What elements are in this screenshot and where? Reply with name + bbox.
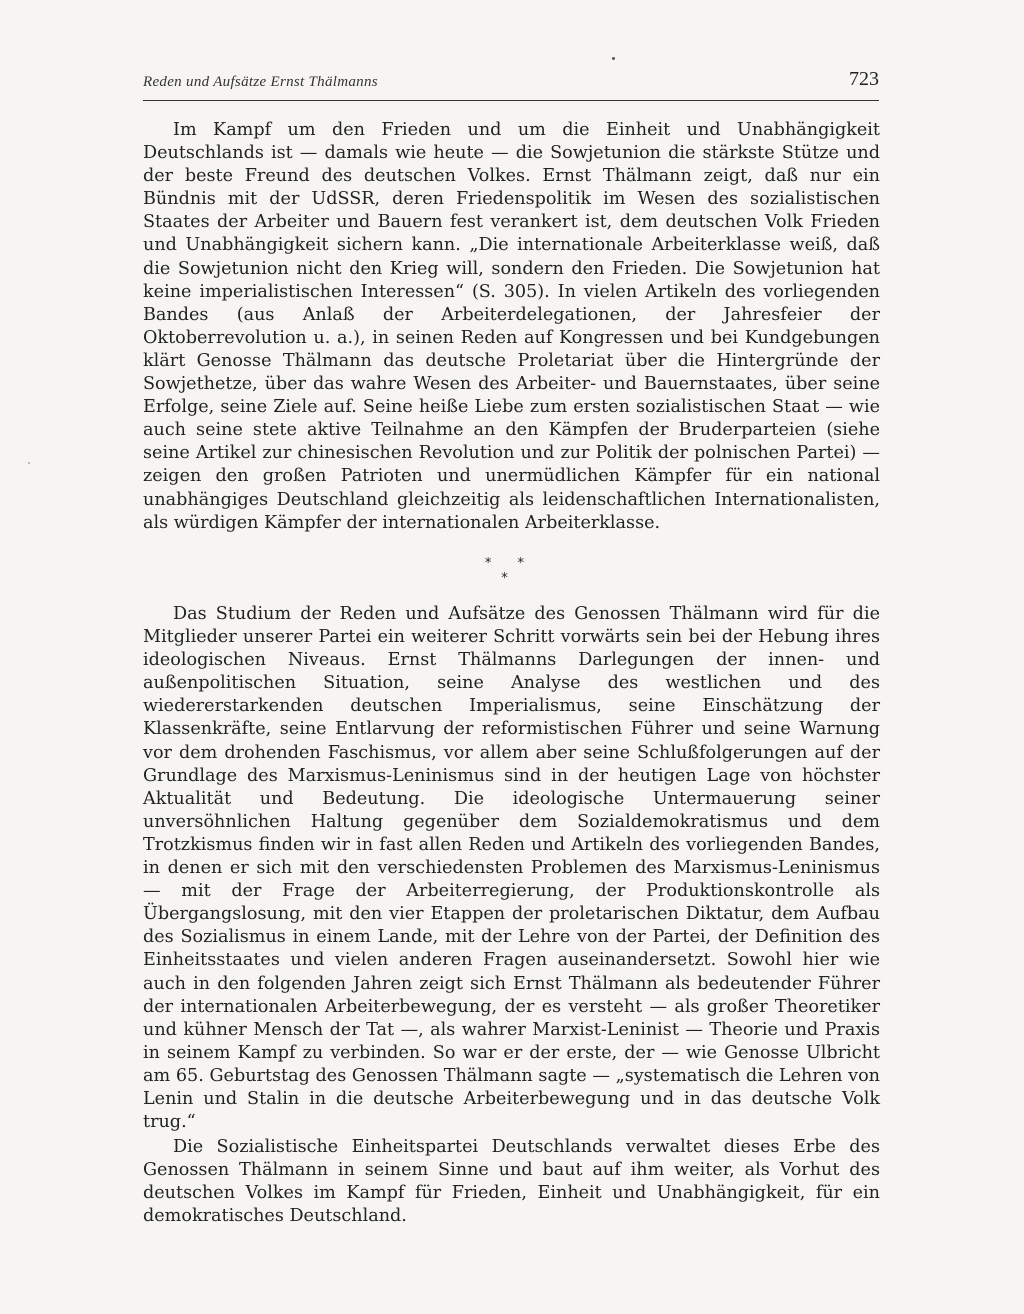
page-number: 723 [849,68,879,90]
body-paragraph-1: Im Kampf um den Frieden und um die Einheit und Unabhängigkeit Deutschlands ist — damals wie heute — die Sowjetunion die stärkste Stütze und der beste Freund des deutschen Volkes. Ernst Thälmann zeigt, daß nur ein Bündnis mit der UdSSR, deren Friedenspolitik im Wesen des sozialistischen Staates der Arbeiter und Bauern fest verankert ist, dem deutschen Volk Frieden und Unabhängigkeit sichern kann. „Die internationale Arbeiterklasse weiß, daß die Sowjetunion nicht den Krieg will, sondern den Frieden. Die Sowjetunion hat keine imperialistischen Interessen“ (S. 305). In vielen Artikeln des vorliegenden Bandes (aus Anlaß der Arbeiterdelegationen, der Jahresfeier der Oktoberrevolution u. a.), in seinen Reden auf Kongressen und bei Kundgebungen klärt Genosse Thälmann das deutsche Proletariat über die Hintergründe der Sowjethetze, über das wahre Wesen des Arbeiter- und Bauernstaates, über seine Erfolge, seine Ziele auf. Seine heiße Liebe zum ersten sozialistischen Staat — wie auch seine stete aktive Teilnahme an den Kämpfen der Bruderparteien (siehe seine Artikel zur chinesischen Revolution und zur Politik der polnischen Partei) — zeigen den großen Patrioten und unermüdlichen Kämpfer für ein national unabhängiges Deutschland gleichzeitig als leidenschaftlichen Internationalisten, als würdigen Kämpfer der internationalen Arbeiterklasse. [143,120,880,533]
section-separator: * * * [484,556,536,586]
scan-speck [28,462,30,464]
body-paragraph-2: Das Studium der Reden und Aufsätze des Genossen Thälmann wird für die Mitglieder unserer Partei ein weiterer Schritt vorwärts sein bei der Hebung ihres ideologischen Niveaus. Ernst Thälmanns Darlegungen der innen- und außenpolitischen Situation, seine Analyse des westlichen und des wiedererstarkenden deutschen Imperialismus, seine Einschätzung der Klassenkräfte, seine Entlarvung der reformistischen Führer und seine Warnung vor dem drohenden Faschismus, vor allem aber seine Schlußfolgerungen auf der Grundlage des Marxismus-Leninismus sind in der heutigen Lage von höchster Aktualität und Bedeutung. Die ideologische Untermauerung seiner unversöhnlichen Haltung gegenüber dem Sozialdemokratismus und dem Trotzkismus finden wir in fast allen Reden und Artikeln des vorliegenden Bandes, in denen er sich mit den verschiedensten Problemen des Marxismus-Leninismus — mit der Frage der Arbeiterregierung, der Produktionskontrolle als Übergangslosung, mit den vier Etappen der proletarischen Diktatur, dem Aufbau des Sozialismus in einem Lande, mit der Lehre von der Partei, der Definition des Einheitsstaates und vielen anderen Fragen auseinandersetzt. Sowohl hier wie auch in den folgenden Jahren zeigt sich Ernst Thälmann als bedeutender Führer der internationalen Arbeiterbewegung, der es versteht — als großer Theoretiker und kühner Mensch der Tat —, als wahrer Marxist-Leninist — Theorie und Praxis in seinem Kampf zu verbinden. So war er der erste, der — wie Genosse Ulbricht am 65. Geburtstag des Genossen Thälmann sagte — „systematisch die Lehren von Lenin und Stalin in die deutsche Arbeiterbewegung und in das deutsche Volk trug.“ [143,604,880,1133]
page-header [143,66,879,101]
scan-speck [612,57,615,60]
running-title: Reden und Aufsätze Ernst Thälmanns [143,74,378,90]
body-paragraph-3: Die Sozialistische Einheitspartei Deutschlands verwaltet dieses Erbe des Genossen Thälmann in seinem Sinne und baut auf ihm weiter, als Vorhut des deutschen Volkes im Kampf für Frieden, Einheit und Unabhängigkeit, für ein demokratisches Deutschland. [143,1137,880,1227]
